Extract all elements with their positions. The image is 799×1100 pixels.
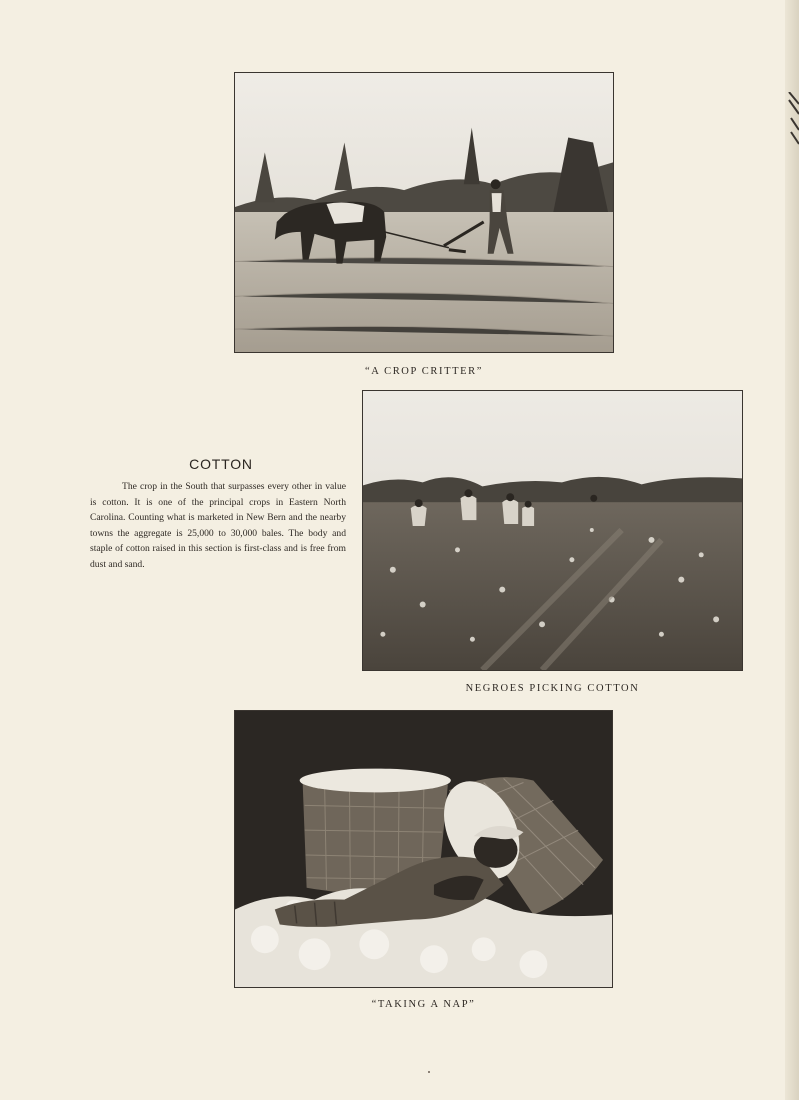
caption-taking-a-nap: “TAKING A NAP” <box>371 999 476 1010</box>
photo-picking-cotton <box>362 390 743 671</box>
page-speck <box>428 1071 430 1073</box>
photo-crop-critter <box>234 72 614 353</box>
page-edge <box>785 0 799 1100</box>
article-body: The crop in the South that surpasses every other in value is cotton. It is one of the principal crops in Eastern North Carolina. Counting what is marketed in New Bern and the nearby towns the aggregate is 25,000 to 30,000 bales. The body and staple of cotton raised in this section is first-class and is free from dust and sand. <box>90 481 346 570</box>
photo-taking-a-nap <box>234 710 613 988</box>
caption-crop-critter: “A CROP CRITTER” <box>365 366 483 377</box>
edge-decoration <box>787 92 799 152</box>
caption-picking-cotton: NEGROES PICKING COTTON <box>465 683 640 694</box>
article-heading: COTTON <box>189 456 253 472</box>
